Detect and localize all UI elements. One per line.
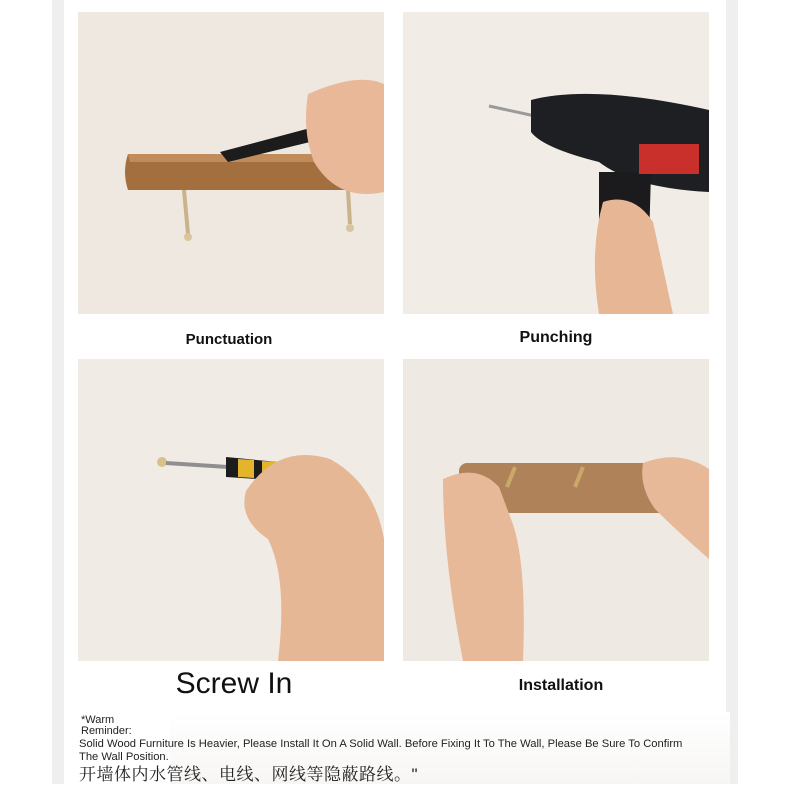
step-caption-punching: Punching xyxy=(519,329,593,346)
step-caption-screw-in: Screw In xyxy=(175,667,293,700)
notice-chinese-text: 开墙体内水管线、电线、网线等隐蔽路线。" xyxy=(79,765,419,784)
step-caption-punctuation: Punctuation xyxy=(185,331,273,348)
step-caption-installation: Installation xyxy=(518,677,604,694)
screwing-wall-photo xyxy=(78,359,384,661)
notice-english-text: Solid Wood Furniture Is Heavier, Please Install It On A Solid Wall. Before Fixing It To The Wall, Please Be Sure To Confirm The Wall Position. xyxy=(79,738,683,763)
installing-rack-photo xyxy=(403,359,709,661)
drilling-wall-photo xyxy=(403,12,709,314)
notice-title-line1: *Warm xyxy=(81,714,115,726)
marking-wall-photo xyxy=(78,12,384,314)
notice-title-line2: Reminder: xyxy=(81,725,132,737)
notice-title xyxy=(79,715,132,737)
